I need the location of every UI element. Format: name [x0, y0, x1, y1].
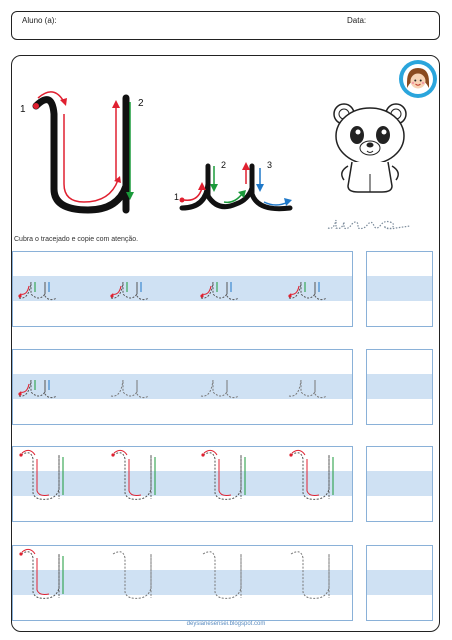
stroke-number-1: 1 [20, 104, 26, 115]
answer-box-2[interactable] [366, 349, 433, 425]
stroke-number-2: 2 [221, 160, 227, 170]
traced-letter-guide [201, 450, 245, 499]
traced-letter-guide [289, 450, 333, 499]
student-name-label: Aluno (a): [22, 16, 57, 25]
practice-row-1[interactable] [12, 251, 353, 327]
uppercase-u-model [20, 92, 144, 210]
guide-band [367, 276, 432, 301]
stroke-number-1: 1 [174, 192, 180, 202]
guide-band [367, 471, 432, 496]
traced-letter-guide [18, 282, 57, 300]
header-box [11, 11, 440, 40]
letter-demonstration [14, 84, 304, 224]
lowercase-u-model [174, 160, 292, 209]
answer-box-3[interactable] [366, 446, 433, 522]
traced-letter-guide [19, 450, 63, 499]
dashed-letter-guide [291, 552, 329, 599]
instruction-text: Cubra o tracejado e copie com atenção. [14, 236, 139, 243]
footer-credit: deysianesensei.blogspot.com [186, 621, 266, 627]
dashed-letter-guide [113, 552, 151, 599]
answer-box-4[interactable] [366, 545, 433, 621]
dashed-letter-guide [111, 380, 149, 398]
practice-row-2[interactable] [12, 349, 353, 425]
dashed-letter-guide [289, 380, 327, 398]
tracing-guides [13, 447, 353, 522]
tracing-guides [13, 350, 353, 425]
girl-avatar-icon [399, 60, 437, 98]
traced-letter-guide [111, 450, 155, 499]
stroke-number-2: 2 [138, 98, 144, 109]
traced-letter-guide [19, 549, 63, 598]
dashed-letter-guide [203, 552, 241, 599]
traced-letter-guide [18, 380, 57, 398]
traced-letter-guide [288, 282, 327, 300]
practice-row-4[interactable] [12, 545, 353, 621]
date-label: Data: [347, 16, 367, 25]
example-word-urso [326, 214, 412, 232]
guide-band [367, 374, 432, 399]
answer-box-1[interactable] [366, 251, 433, 327]
tracing-guides [13, 546, 353, 621]
tracing-guides [13, 252, 353, 327]
traced-letter-guide [200, 282, 239, 300]
stroke-number-3: 3 [267, 160, 273, 170]
bear-icon [322, 100, 422, 200]
traced-letter-guide [110, 282, 149, 300]
practice-row-3[interactable] [12, 446, 353, 522]
dashed-letter-guide [201, 380, 239, 398]
guide-band [367, 570, 432, 595]
